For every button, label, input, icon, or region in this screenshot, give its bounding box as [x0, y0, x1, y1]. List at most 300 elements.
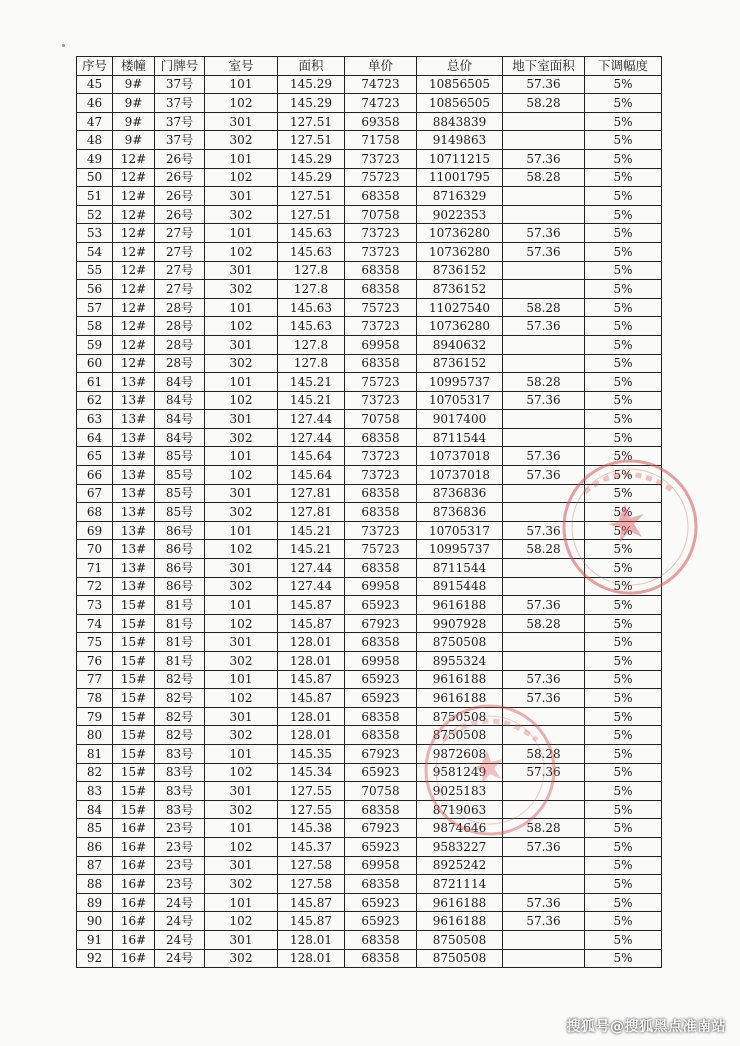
cell-reduction: 5% [585, 112, 662, 131]
header-room: 室号 [205, 57, 278, 76]
cell-building: 12# [113, 317, 155, 336]
cell-building: 15# [113, 744, 155, 763]
header-door-number: 门牌号 [155, 57, 205, 76]
cell-index: 50 [77, 168, 113, 187]
cell-room: 302 [205, 875, 278, 894]
header-total-price: 总价 [417, 57, 503, 76]
cell-unit-price: 75723 [345, 298, 417, 317]
cell-area: 145.29 [278, 94, 345, 113]
cell-door-number: 83号 [155, 782, 205, 801]
cell-unit-price: 70758 [345, 782, 417, 801]
cell-unit-price: 75723 [345, 540, 417, 559]
cell-unit-price: 69358 [345, 112, 417, 131]
cell-unit-price: 68358 [345, 726, 417, 745]
cell-room: 301 [205, 707, 278, 726]
table-row [77, 242, 662, 261]
table-row [77, 503, 662, 522]
cell-area: 127.44 [278, 428, 345, 447]
cell-area: 128.01 [278, 930, 345, 949]
cell-basement-area: 57.36 [503, 689, 585, 708]
cell-index: 89 [77, 893, 113, 912]
cell-room: 102 [205, 317, 278, 336]
cell-area: 127.44 [278, 410, 345, 429]
table-row [77, 149, 662, 168]
cell-unit-price: 65923 [345, 596, 417, 615]
cell-reduction: 5% [585, 949, 662, 968]
header-unit-price: 单价 [345, 57, 417, 76]
cell-basement-area: 58.28 [503, 540, 585, 559]
cell-total-price: 8736836 [417, 503, 503, 522]
cell-index: 58 [77, 317, 113, 336]
cell-building: 12# [113, 261, 155, 280]
cell-unit-price: 65923 [345, 670, 417, 689]
cell-unit-price: 74723 [345, 94, 417, 113]
cell-unit-price: 68358 [345, 800, 417, 819]
cell-room: 301 [205, 633, 278, 652]
table-row [77, 131, 662, 150]
cell-basement-area: 57.36 [503, 75, 585, 94]
cell-area: 128.01 [278, 707, 345, 726]
table-row [77, 763, 662, 782]
cell-total-price: 8750508 [417, 633, 503, 652]
price-table [76, 56, 662, 968]
table-row [77, 335, 662, 354]
cell-total-price: 8736152 [417, 280, 503, 299]
cell-area: 145.29 [278, 149, 345, 168]
cell-reduction: 5% [585, 131, 662, 150]
cell-unit-price: 69958 [345, 577, 417, 596]
cell-area: 128.01 [278, 633, 345, 652]
cell-room: 101 [205, 521, 278, 540]
cell-index: 51 [77, 187, 113, 206]
cell-door-number: 84号 [155, 391, 205, 410]
cell-building: 13# [113, 503, 155, 522]
cell-door-number: 26号 [155, 168, 205, 187]
cell-total-price: 9616188 [417, 689, 503, 708]
cell-door-number: 37号 [155, 112, 205, 131]
table-row [77, 94, 662, 113]
cell-index: 55 [77, 261, 113, 280]
cell-unit-price: 68358 [345, 949, 417, 968]
cell-total-price: 8750508 [417, 726, 503, 745]
cell-index: 87 [77, 856, 113, 875]
cell-building: 16# [113, 949, 155, 968]
cell-unit-price: 65923 [345, 912, 417, 931]
table-row [77, 633, 662, 652]
cell-building: 15# [113, 670, 155, 689]
cell-room: 302 [205, 577, 278, 596]
cell-door-number: 82号 [155, 726, 205, 745]
table-row [77, 652, 662, 671]
cell-area: 127.51 [278, 131, 345, 150]
cell-door-number: 28号 [155, 298, 205, 317]
cell-basement-area: 57.36 [503, 521, 585, 540]
cell-total-price: 8915448 [417, 577, 503, 596]
cell-total-price: 9581249 [417, 763, 503, 782]
cell-total-price: 10711215 [417, 149, 503, 168]
cell-door-number: 23号 [155, 875, 205, 894]
cell-index: 90 [77, 912, 113, 931]
cell-reduction: 5% [585, 205, 662, 224]
cell-total-price: 8940632 [417, 335, 503, 354]
cell-total-price: 10856505 [417, 94, 503, 113]
cell-unit-price: 70758 [345, 410, 417, 429]
cell-door-number: 83号 [155, 800, 205, 819]
cell-area: 145.29 [278, 75, 345, 94]
cell-area: 145.63 [278, 317, 345, 336]
table-row [77, 280, 662, 299]
cell-total-price: 9874646 [417, 819, 503, 838]
cell-reduction: 5% [585, 726, 662, 745]
cell-area: 127.44 [278, 577, 345, 596]
cell-building: 12# [113, 354, 155, 373]
cell-area: 145.21 [278, 521, 345, 540]
cell-room: 301 [205, 559, 278, 578]
cell-room: 102 [205, 763, 278, 782]
cell-reduction: 5% [585, 559, 662, 578]
cell-unit-price: 73723 [345, 466, 417, 485]
cell-door-number: 86号 [155, 521, 205, 540]
cell-room: 102 [205, 689, 278, 708]
cell-basement-area: 58.28 [503, 819, 585, 838]
cell-total-price: 9017400 [417, 410, 503, 429]
table-row [77, 168, 662, 187]
cell-door-number: 28号 [155, 317, 205, 336]
cell-building: 16# [113, 875, 155, 894]
table-row [77, 205, 662, 224]
cell-door-number: 82号 [155, 670, 205, 689]
cell-door-number: 84号 [155, 428, 205, 447]
cell-room: 101 [205, 447, 278, 466]
cell-building: 13# [113, 410, 155, 429]
cell-building: 16# [113, 837, 155, 856]
cell-building: 12# [113, 335, 155, 354]
cell-index: 62 [77, 391, 113, 410]
table-row [77, 744, 662, 763]
cell-basement-area [503, 577, 585, 596]
cell-index: 88 [77, 875, 113, 894]
cell-area: 145.35 [278, 744, 345, 763]
cell-total-price: 8736152 [417, 261, 503, 280]
table-row [77, 354, 662, 373]
cell-reduction: 5% [585, 466, 662, 485]
cell-area: 127.8 [278, 261, 345, 280]
cell-unit-price: 68358 [345, 428, 417, 447]
cell-reduction: 5% [585, 242, 662, 261]
cell-room: 302 [205, 949, 278, 968]
cell-index: 77 [77, 670, 113, 689]
cell-door-number: 84号 [155, 410, 205, 429]
cell-building: 13# [113, 521, 155, 540]
cell-door-number: 24号 [155, 930, 205, 949]
cell-reduction: 5% [585, 633, 662, 652]
cell-building: 12# [113, 242, 155, 261]
cell-room: 102 [205, 614, 278, 633]
cell-area: 128.01 [278, 949, 345, 968]
cell-total-price: 9022353 [417, 205, 503, 224]
cell-building: 16# [113, 912, 155, 931]
cell-building: 12# [113, 224, 155, 243]
cell-unit-price: 69958 [345, 856, 417, 875]
cell-door-number: 37号 [155, 94, 205, 113]
cell-door-number: 86号 [155, 559, 205, 578]
cell-building: 16# [113, 856, 155, 875]
cell-building: 12# [113, 298, 155, 317]
cell-door-number: 83号 [155, 763, 205, 782]
cell-unit-price: 71758 [345, 131, 417, 150]
cell-reduction: 5% [585, 224, 662, 243]
cell-total-price: 10737018 [417, 466, 503, 485]
cell-room: 101 [205, 75, 278, 94]
cell-room: 301 [205, 335, 278, 354]
cell-door-number: 37号 [155, 75, 205, 94]
table-row [77, 187, 662, 206]
cell-area: 145.63 [278, 298, 345, 317]
cell-area: 127.8 [278, 280, 345, 299]
cell-basement-area: 58.28 [503, 373, 585, 392]
cell-basement-area: 57.36 [503, 596, 585, 615]
cell-total-price: 9616188 [417, 893, 503, 912]
table-row [77, 577, 662, 596]
cell-unit-price: 68358 [345, 559, 417, 578]
header-basement-area: 地下室面积 [503, 57, 585, 76]
table-row [77, 521, 662, 540]
cell-room: 102 [205, 242, 278, 261]
cell-index: 85 [77, 819, 113, 838]
cell-unit-price: 65923 [345, 893, 417, 912]
cell-reduction: 5% [585, 875, 662, 894]
cell-index: 81 [77, 744, 113, 763]
table-row [77, 112, 662, 131]
cell-index: 66 [77, 466, 113, 485]
table-row [77, 410, 662, 429]
cell-reduction: 5% [585, 782, 662, 801]
cell-basement-area: 57.36 [503, 242, 585, 261]
cell-unit-price: 69958 [345, 335, 417, 354]
cell-basement-area [503, 559, 585, 578]
cell-reduction: 5% [585, 428, 662, 447]
cell-door-number: 84号 [155, 373, 205, 392]
cell-unit-price: 67923 [345, 819, 417, 838]
cell-door-number: 81号 [155, 614, 205, 633]
table-row [77, 75, 662, 94]
cell-basement-area: 57.36 [503, 670, 585, 689]
cell-door-number: 86号 [155, 540, 205, 559]
table-row [77, 893, 662, 912]
cell-unit-price: 68358 [345, 633, 417, 652]
cell-building: 15# [113, 652, 155, 671]
cell-reduction: 5% [585, 149, 662, 168]
cell-door-number: 27号 [155, 280, 205, 299]
cell-index: 52 [77, 205, 113, 224]
header-reduction: 下调幅度 [585, 57, 662, 76]
cell-area: 145.21 [278, 391, 345, 410]
cell-reduction: 5% [585, 652, 662, 671]
table-row [77, 373, 662, 392]
cell-index: 91 [77, 930, 113, 949]
cell-building: 13# [113, 559, 155, 578]
cell-area: 145.21 [278, 373, 345, 392]
cell-unit-price: 69958 [345, 652, 417, 671]
cell-reduction: 5% [585, 298, 662, 317]
cell-room: 101 [205, 149, 278, 168]
cell-basement-area: 57.36 [503, 224, 585, 243]
cell-door-number: 26号 [155, 205, 205, 224]
cell-building: 15# [113, 782, 155, 801]
table-row [77, 428, 662, 447]
cell-room: 101 [205, 893, 278, 912]
watermark: 搜狐号@搜狐黑点准南站 [566, 1019, 726, 1035]
cell-basement-area: 57.36 [503, 466, 585, 485]
table-row [77, 949, 662, 968]
cell-room: 102 [205, 912, 278, 931]
cell-reduction: 5% [585, 819, 662, 838]
cell-building: 13# [113, 391, 155, 410]
cell-basement-area: 57.36 [503, 893, 585, 912]
header-area: 面积 [278, 57, 345, 76]
cell-room: 302 [205, 428, 278, 447]
cell-reduction: 5% [585, 856, 662, 875]
table-row [77, 559, 662, 578]
cell-basement-area: 58.28 [503, 168, 585, 187]
cell-door-number: 24号 [155, 912, 205, 931]
cell-total-price: 8711544 [417, 559, 503, 578]
cell-total-price: 10705317 [417, 521, 503, 540]
cell-index: 84 [77, 800, 113, 819]
cell-basement-area [503, 354, 585, 373]
table-row [77, 614, 662, 633]
table-row [77, 317, 662, 336]
cell-unit-price: 65923 [345, 689, 417, 708]
cell-area: 145.64 [278, 466, 345, 485]
cell-room: 102 [205, 540, 278, 559]
cell-reduction: 5% [585, 187, 662, 206]
cell-index: 46 [77, 94, 113, 113]
cell-door-number: 23号 [155, 856, 205, 875]
cell-total-price: 9616188 [417, 912, 503, 931]
cell-basement-area [503, 503, 585, 522]
cell-building: 9# [113, 75, 155, 94]
cell-area: 127.8 [278, 335, 345, 354]
cell-basement-area: 58.28 [503, 94, 585, 113]
cell-total-price: 8736152 [417, 354, 503, 373]
cell-door-number: 26号 [155, 149, 205, 168]
cell-room: 102 [205, 94, 278, 113]
cell-room: 102 [205, 837, 278, 856]
cell-building: 15# [113, 763, 155, 782]
cell-unit-price: 73723 [345, 224, 417, 243]
cell-total-price: 8750508 [417, 930, 503, 949]
cell-room: 302 [205, 280, 278, 299]
cell-unit-price: 68358 [345, 503, 417, 522]
cell-door-number: 28号 [155, 354, 205, 373]
cell-room: 102 [205, 168, 278, 187]
cell-room: 101 [205, 596, 278, 615]
cell-total-price: 8721114 [417, 875, 503, 894]
cell-area: 127.44 [278, 559, 345, 578]
cell-building: 15# [113, 596, 155, 615]
cell-reduction: 5% [585, 800, 662, 819]
cell-building: 16# [113, 819, 155, 838]
cell-index: 71 [77, 559, 113, 578]
cell-reduction: 5% [585, 893, 662, 912]
cell-door-number: 81号 [155, 633, 205, 652]
cell-unit-price: 68358 [345, 354, 417, 373]
cell-basement-area [503, 205, 585, 224]
cell-area: 127.8 [278, 354, 345, 373]
cell-reduction: 5% [585, 930, 662, 949]
cell-room: 102 [205, 466, 278, 485]
cell-index: 82 [77, 763, 113, 782]
cell-area: 127.51 [278, 205, 345, 224]
cell-building: 15# [113, 689, 155, 708]
cell-door-number: 26号 [155, 187, 205, 206]
cell-door-number: 82号 [155, 707, 205, 726]
cell-index: 75 [77, 633, 113, 652]
cell-room: 101 [205, 298, 278, 317]
cell-unit-price: 68358 [345, 707, 417, 726]
table-header-row [77, 57, 662, 76]
cell-room: 301 [205, 930, 278, 949]
cell-door-number: 85号 [155, 466, 205, 485]
cell-unit-price: 68358 [345, 930, 417, 949]
cell-building: 15# [113, 800, 155, 819]
cell-area: 127.55 [278, 782, 345, 801]
cell-index: 59 [77, 335, 113, 354]
cell-building: 13# [113, 540, 155, 559]
cell-area: 127.81 [278, 484, 345, 503]
cell-unit-price: 68358 [345, 187, 417, 206]
cell-building: 9# [113, 112, 155, 131]
cell-area: 145.87 [278, 912, 345, 931]
cell-door-number: 86号 [155, 577, 205, 596]
cell-basement-area: 57.36 [503, 149, 585, 168]
cell-area: 145.29 [278, 168, 345, 187]
cell-total-price: 9025183 [417, 782, 503, 801]
cell-index: 63 [77, 410, 113, 429]
cell-total-price: 10737018 [417, 447, 503, 466]
cell-basement-area [503, 484, 585, 503]
cell-basement-area: 58.28 [503, 744, 585, 763]
cell-area: 145.21 [278, 540, 345, 559]
cell-basement-area [503, 782, 585, 801]
cell-room: 302 [205, 205, 278, 224]
cell-reduction: 5% [585, 280, 662, 299]
cell-index: 64 [77, 428, 113, 447]
cell-basement-area: 57.36 [503, 317, 585, 336]
table-body [77, 75, 662, 968]
cell-room: 302 [205, 800, 278, 819]
cell-building: 12# [113, 187, 155, 206]
cell-total-price: 8711544 [417, 428, 503, 447]
cell-building: 9# [113, 94, 155, 113]
cell-total-price: 8955324 [417, 652, 503, 671]
cell-basement-area [503, 949, 585, 968]
cell-reduction: 5% [585, 540, 662, 559]
cell-index: 83 [77, 782, 113, 801]
header-index: 序号 [77, 57, 113, 76]
cell-index: 92 [77, 949, 113, 968]
cell-unit-price: 73723 [345, 391, 417, 410]
cell-building: 12# [113, 149, 155, 168]
cell-total-price: 10736280 [417, 224, 503, 243]
cell-total-price: 9583227 [417, 837, 503, 856]
cell-index: 49 [77, 149, 113, 168]
cell-unit-price: 67923 [345, 614, 417, 633]
cell-total-price: 10736280 [417, 242, 503, 261]
cell-area: 127.55 [278, 800, 345, 819]
cell-room: 101 [205, 224, 278, 243]
